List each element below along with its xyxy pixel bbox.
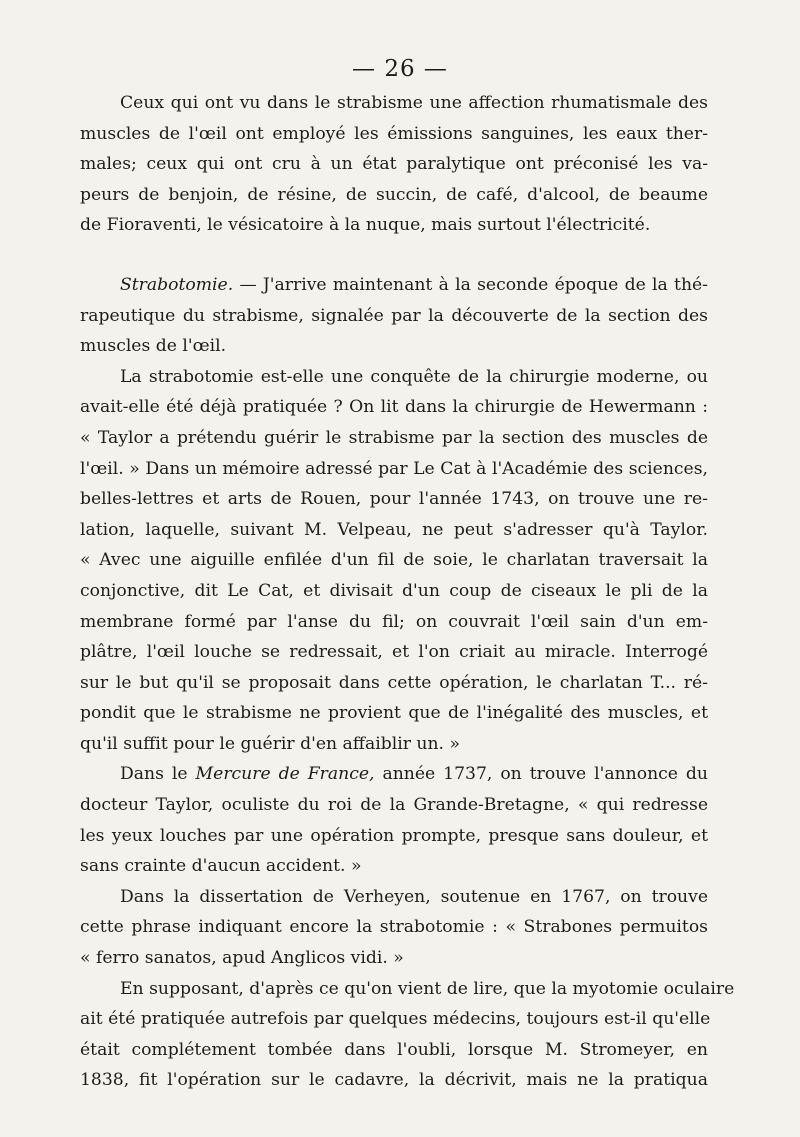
text-line [80,759,708,790]
text-line: muscles de l'œil. [80,336,227,357]
text-line: cette phrase indiquant encore la strabotomie : « Strabones permuitos [80,917,708,938]
text-line: sur le but qu'il se proposait dans cette opération, le charlatan T... ré- [80,672,708,693]
text-line: lation, laquelle, suivant M. Velpeau, ne peut s'adresser qu'à Taylor. [80,519,708,540]
text-line: les yeux louches par une opération prompte, presque sans douleur, et [80,825,708,846]
text-line: était complétement tombée dans l'oubli, lorsque M. Stromeyer, en [80,1039,708,1060]
section-heading: Strabotomie. [120,274,234,295]
text-line: avait-elle été déjà pratiquée ? On lit dans la chirurgie de Hewermann : [80,397,708,418]
text-line: La strabotomie est-elle une conquête de la chirurgie moderne, ou [120,366,708,387]
paragraph-gap [80,241,708,270]
body-text [80,88,735,1096]
page-number: — 26 — [352,56,448,82]
text-line: En supposant, d'après ce qu'on vient de lire, que la myotomie oculaire [120,978,735,999]
text-line: de Fioraventi, le vésicatoire à la nuque, mais surtout l'électricité. [80,215,651,236]
text-line: 1838, fit l'opération sur le cadavre, la décrivit, mais ne la pratiqua [80,1070,708,1091]
text-line: sans crainte d'aucun accident. » [80,856,362,877]
text-line: rapeutique du strabisme, signalée par la découverte de la section des [80,305,708,326]
text-line: conjonctive, dit Le Cat, et divisait d'un coup de ciseaux le pli de la [80,580,708,601]
text-fragment: année 1737, on trouve l'annonce du [382,764,708,785]
text-line: Dans la dissertation de Verheyen, soutenue en 1767, on trouve [120,886,708,907]
text-fragment: Dans le [120,764,188,785]
text-line: males; ceux qui ont cru à un état paralytique ont préconisé les va- [80,154,708,175]
text-line: membrane formé par l'anse du fil; on couvrait l'œil sain d'un em- [80,611,708,632]
journal-title: Mercure de France, [195,764,375,785]
text-line: peurs de benjoin, de résine, de succin, de café, d'alcool, de beaume [80,184,708,205]
text-line: docteur Taylor, oculiste du roi de la Grande-Bretagne, « qui redresse [80,795,708,816]
text-line: muscles de l'œil ont employé les émissions sanguines, les eaux ther- [80,123,708,144]
text-line: Ceux qui ont vu dans le strabisme une affection rhumatismale des [120,93,708,113]
text-line: ait été pratiquée autrefois par quelques médecins, toujours est-il qu'elle [80,1009,711,1030]
text-line: l'œil. » Dans un mémoire adressé par Le Cat à l'Académie des sciences, [80,458,708,479]
text-line [80,270,708,301]
text-line: « Taylor a prétendu guérir le strabisme par la section des muscles de [80,427,708,448]
text-line: belles-lettres et arts de Rouen, pour l'année 1743, on trouve une re- [80,489,708,510]
text-line: « ferro sanatos, apud Anglicos vidi. » [80,948,404,969]
text-line: « Avec une aiguille enfilée d'un fil de soie, le charlatan traversait la [80,550,708,571]
text-line: plâtre, l'œil louche se redressait, et l'on criait au miracle. Interrogé [80,642,708,663]
text-line: pondit que le strabisme ne provient que de l'inégalité des muscles, et [80,703,708,724]
text-line: qu'il suffit pour le guérir d'en affaiblir un. » [80,733,460,754]
text-fragment: — J'arrive maintenant à la seconde époque de la thé- [239,274,708,295]
